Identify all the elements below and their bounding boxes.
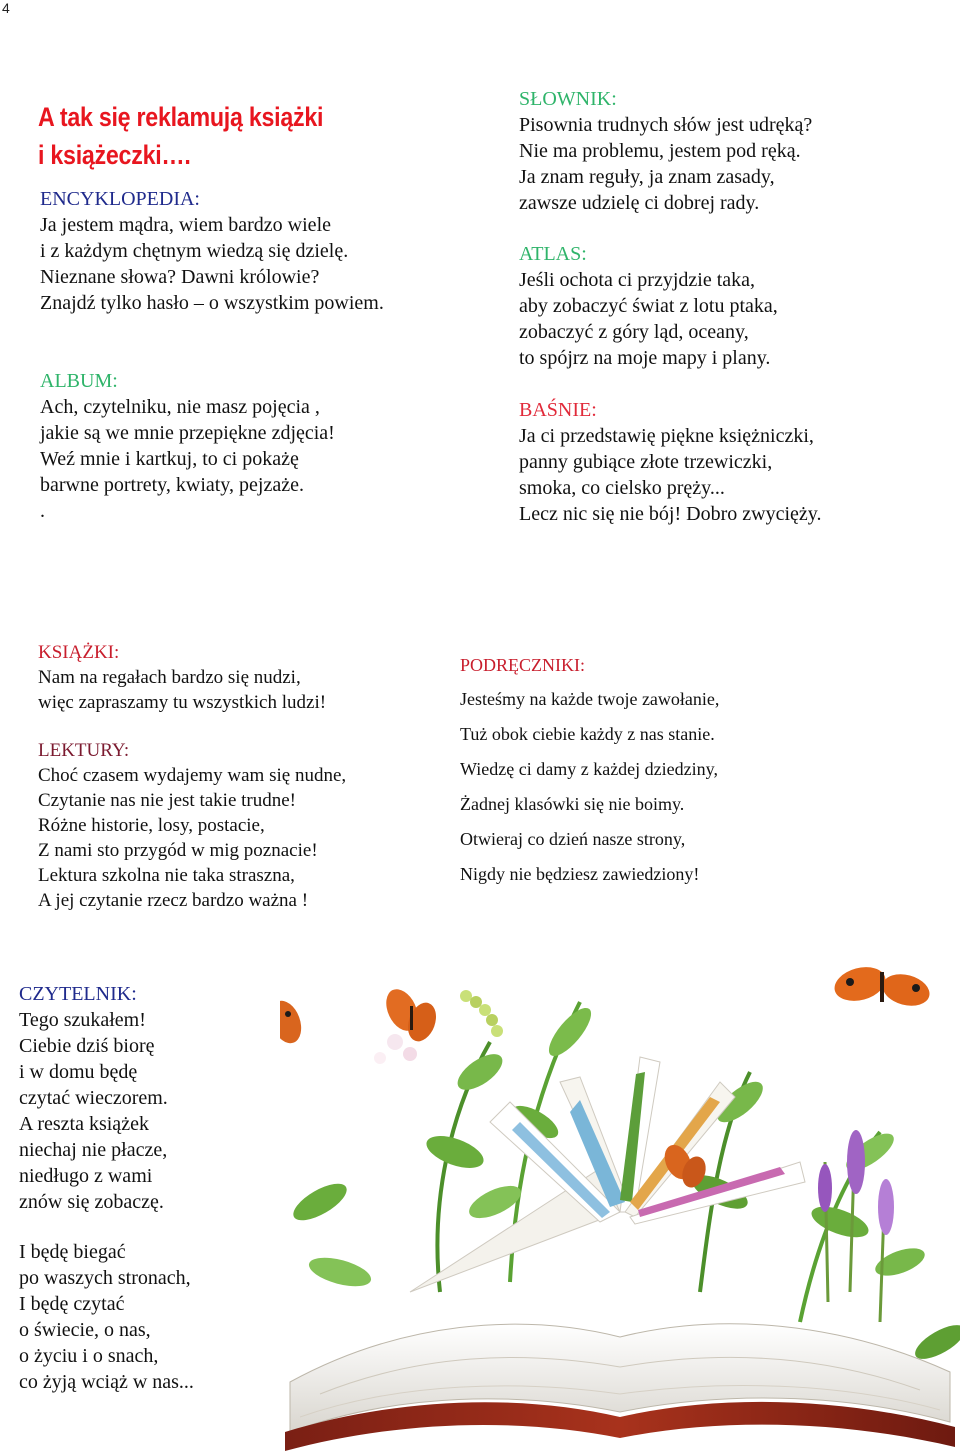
stanza-line: niechaj nie płacze, [19, 1139, 168, 1161]
stanza-line: Tego szukałem! [19, 1009, 146, 1031]
stanza-line: Wiedzę ci damy z każdej dziedziny, [460, 759, 718, 779]
stanza-ksiazki [38, 640, 326, 715]
stanza-basnie [519, 397, 821, 527]
book [285, 1057, 955, 1451]
stanza-title: ALBUM: [40, 370, 118, 392]
page-title-line-2: i książeczki…. [38, 140, 191, 170]
stanza-line: Ach, czytelniku, nie masz pojęcia , [40, 396, 320, 418]
stanza-line: A reszta książek [19, 1113, 149, 1135]
stanza-line: jakie są we mnie przepiękne zdjęcia! [40, 422, 335, 444]
stanza-title: PODRĘCZNIKI: [460, 655, 585, 675]
stanza-title: CZYTELNIK: [19, 983, 137, 1005]
stanza-line: i w domu będę [19, 1061, 138, 1083]
stanza-line: Choć czasem wydajemy wam się nudne, [38, 765, 347, 786]
stanza-czytelnik [19, 981, 168, 1215]
stanza-line: Z nami sto przygód w mig poznacie! [38, 840, 318, 861]
stanza-line: Otwieraj co dzień nasze strony, [460, 829, 686, 849]
stanza-title: SŁOWNIK: [519, 88, 617, 110]
stanza-title: KSIĄŻKI: [38, 642, 120, 663]
stanza-line: Lecz nic się nie bój! Dobro zwycięży. [519, 503, 822, 525]
stanza-line: Tuż obok ciebie każdy z nas stanie. [460, 724, 715, 744]
stanza-atlas [519, 241, 778, 371]
stanza-encyklopedia [40, 186, 384, 316]
stanza-lektury [38, 738, 346, 913]
stanza-album [40, 368, 335, 524]
stanza-line: Ciebie dziś biorę [19, 1035, 155, 1057]
stanza-line: I będę biegać [19, 1241, 126, 1263]
stanza-line: Znajdź tylko hasło – o wszystkim powiem. [40, 292, 384, 314]
stanza-line: to spójrz na moje mapy i plany. [519, 347, 771, 369]
stanza-line: po waszych stronach, [19, 1267, 191, 1289]
stanza-line: . [40, 500, 45, 522]
stanza-line: A jej czytanie rzecz bardzo ważna ! [38, 890, 309, 911]
page-number: 4 [2, 0, 10, 16]
stanza-title: LEKTURY: [38, 740, 130, 761]
butterfly-top-right [831, 962, 933, 1011]
stanza-line: o życiu i o snach, [19, 1345, 159, 1367]
stanza-line: Jeśli ochota ci przyjdzie taka, [519, 269, 756, 291]
stanza-line: Czytanie nas nie jest takie trudne! [38, 790, 296, 811]
book-illustration [280, 962, 960, 1451]
stanza-line: Ja ci przedstawię piękne księżniczki, [519, 425, 814, 447]
stanza-podreczniki [460, 652, 719, 892]
stanza-line: Jesteśmy na każde twoje zawołanie, [460, 689, 720, 709]
stanza-line: czytać wieczorem. [19, 1087, 168, 1109]
stanza-line: panny gubiące złote trzewiczki, [519, 451, 773, 473]
stanza-line: Ja jestem mądra, wiem bardzo wiele [40, 214, 331, 236]
stanza-line: Weź mnie i kartkuj, to ci pokażę [40, 448, 299, 470]
page-title [38, 98, 399, 174]
stanza-line: zawsze udzielę ci dobrej rady. [519, 192, 760, 214]
stanza-line: aby zobaczyć świat z lotu ptaka, [519, 295, 778, 317]
stanza-line: barwne portrety, kwiaty, pejzaże. [40, 474, 304, 496]
stanza-line: Żadnej klasówki się nie boimy. [460, 794, 685, 814]
stanza-slownik [519, 86, 812, 216]
stanza-line: Nie ma problemu, jestem pod ręką. [519, 140, 801, 162]
stanza-line: Nigdy nie będziesz zawiedziony! [460, 864, 700, 884]
page-title-line-1: A tak się reklamują książki [38, 102, 324, 132]
butterfly-left [280, 997, 307, 1048]
stanza-line: smoka, co cielsko pręży... [519, 477, 725, 499]
stanza-line: o świecie, o nas, [19, 1319, 151, 1341]
stanza-czytelnik-part-2 [19, 1239, 194, 1395]
stanza-line: Ja znam reguły, ja znam zasady, [519, 166, 775, 188]
stanza-title: ATLAS: [519, 243, 587, 265]
stanza-line: i z każdym chętnym wiedzą się dzielę. [40, 240, 349, 262]
stanza-line: więc zapraszamy tu wszystkich ludzi! [38, 692, 327, 713]
stanza-line: Lektura szkolna nie taka straszna, [38, 865, 295, 886]
stanza-line: zobaczyć z góry ląd, oceany, [519, 321, 749, 343]
stanza-line: Nam na regałach bardzo się nudzi, [38, 667, 301, 688]
stanza-line: co żyją wciąż w nas... [19, 1371, 194, 1393]
stanza-line: I będę czytać [19, 1293, 125, 1315]
caterpillar [460, 990, 503, 1037]
stanza-line: niedługo z wami [19, 1165, 153, 1187]
butterfly-middle [380, 984, 441, 1045]
stanza-line: znów się zobaczę. [19, 1191, 164, 1213]
stanza-title: BAŚNIE: [519, 399, 597, 421]
stanza-line: Różne historie, losy, postacie, [38, 815, 265, 836]
stanza-line: Pisownia trudnych słów jest udręką? [519, 114, 813, 136]
stanza-line: Nieznane słowa? Dawni królowie? [40, 266, 320, 288]
stanza-title: ENCYKLOPEDIA: [40, 188, 200, 210]
